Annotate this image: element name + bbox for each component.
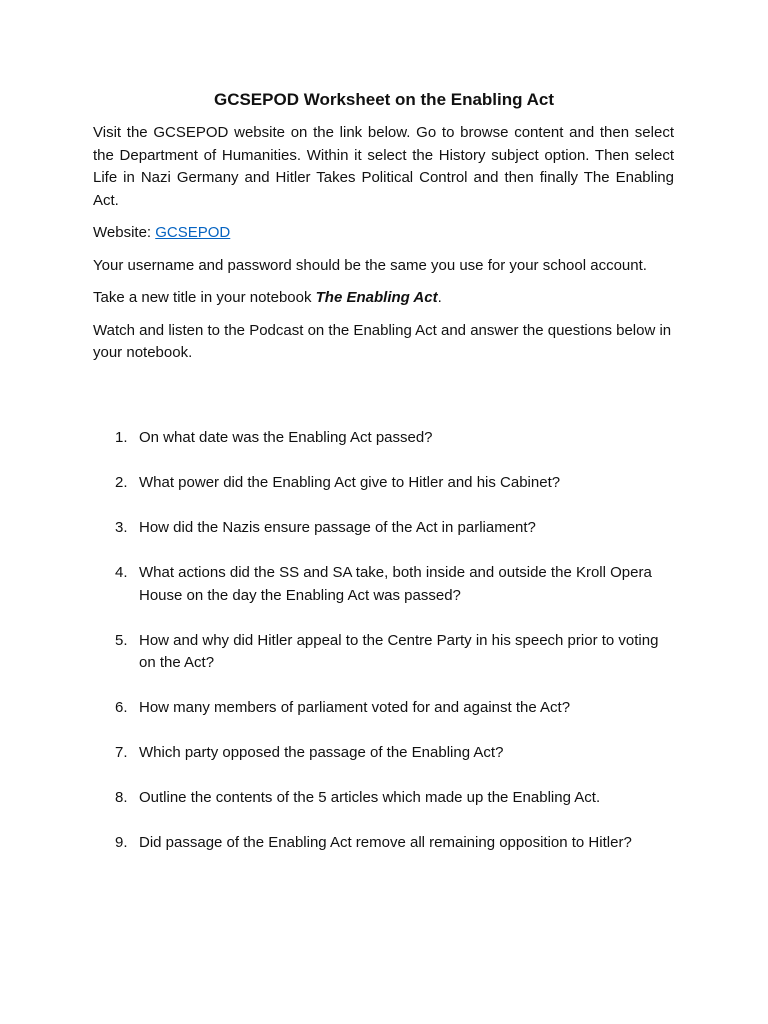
question-item [93,787,674,810]
question-number: 5. [115,631,128,649]
website-label: Website: [93,224,156,241]
question-number: 7. [115,744,128,761]
questions-list [93,427,674,877]
question-item [93,630,674,675]
question-text: Outline the contents of the 5 articles which made up the Enabling Act. [139,789,601,806]
question-item [93,697,674,720]
notebook-prefix: Take a new title in your notebook [93,289,316,306]
question-text: How and why did Hitler appeal to the Centre Party in his speech prior to voting on the Act? [139,631,659,671]
question-item [93,562,674,607]
question-text: How many members of parliament voted for and against the Act? [139,699,571,716]
page-title: GCSEPOD Worksheet on the Enabling Act [213,90,555,109]
question-text: What actions did the SS and SA take, both inside and outside the Kroll Opera House on the day the Enabling Act was passed? [139,564,652,604]
question-text: Did passage of the Enabling Act remove all remaining opposition to Hitler? [139,834,632,851]
question-number: 4. [115,564,128,581]
question-item [93,427,674,450]
question-text: What power did the Enabling Act give to Hitler and his Cabinet? [139,474,561,491]
question-text: How did the Nazis ensure passage of the Act in parliament? [139,519,536,536]
credentials-paragraph: Your username and password should be the same you use for your school account. [93,256,647,274]
question-item [93,742,674,765]
question-item [93,517,674,540]
question-text: Which party opposed the passage of the Enabling Act? [139,744,504,761]
instructions-block [93,122,674,375]
question-item [93,832,674,855]
notebook-title: The Enabling Act [315,289,438,306]
notebook-paragraph [93,287,674,310]
gcsepod-link[interactable]: GCSEPOD [155,224,231,241]
website-line [93,222,674,245]
question-number: 9. [115,834,128,851]
question-number: 6. [115,699,128,716]
question-number: 1. [115,429,128,446]
notebook-suffix: . [437,289,442,306]
question-number: 3. [115,519,128,536]
intro-paragraph: Visit the GCSEPOD website on the link below. Go to browse content and then select the Department of Humanities. Within it select the History subject option. Then select Life in Nazi Germany and Hitler Takes Political Control and then finally The Enabling Act. [93,124,674,209]
question-number: 8. [115,789,128,806]
question-text: On what date was the Enabling Act passed? [139,429,433,446]
question-item [93,472,674,495]
question-number: 2. [115,474,128,491]
instruction-paragraph: Watch and listen to the Podcast on the Enabling Act and answer the questions below in your notebook. [93,321,672,361]
